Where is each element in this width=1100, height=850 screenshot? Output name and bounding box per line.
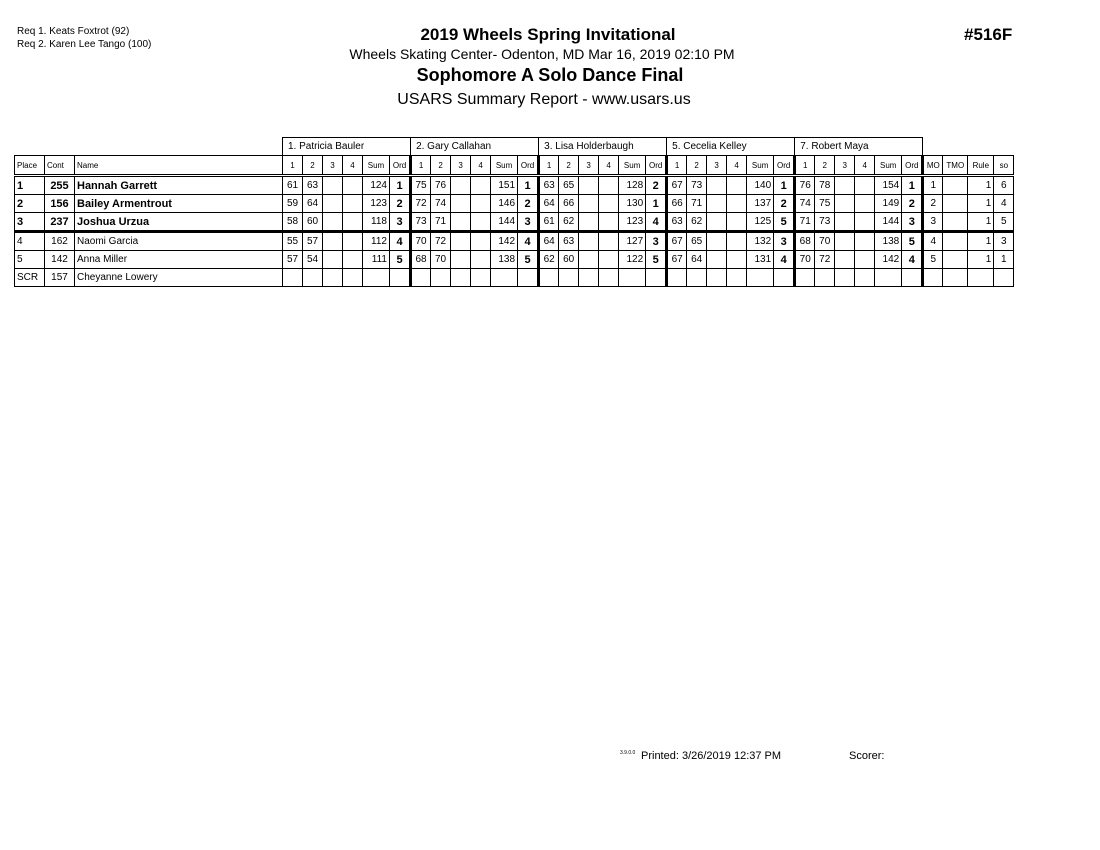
ordinal-cell: 2 xyxy=(646,176,667,195)
score-cell xyxy=(323,251,343,269)
col-score-s2: 2 xyxy=(559,156,579,176)
score-cell: 68 xyxy=(411,251,431,269)
score-cell xyxy=(727,251,747,269)
sum-cell xyxy=(363,269,390,287)
score-cell xyxy=(795,269,815,287)
table-row xyxy=(15,213,1014,232)
ordinal-cell: 4 xyxy=(518,232,539,251)
col-tmo: TMO xyxy=(943,156,968,176)
score-cell xyxy=(727,213,747,232)
score-cell: 70 xyxy=(795,251,815,269)
ordinal-cell: 1 xyxy=(902,176,923,195)
col-score-s4: 4 xyxy=(343,156,363,176)
contestant-number: 255 xyxy=(45,176,75,195)
score-cell xyxy=(599,213,619,232)
score-cell xyxy=(343,195,363,213)
score-cell xyxy=(343,176,363,195)
score-cell xyxy=(323,213,343,232)
ordinal-cell: 3 xyxy=(646,232,667,251)
score-cell: 71 xyxy=(795,213,815,232)
score-cell xyxy=(835,176,855,195)
col-score-s3: 3 xyxy=(451,156,471,176)
ordinal-cell: 1 xyxy=(518,176,539,195)
skater-name: Bailey Armentrout xyxy=(75,195,283,213)
sum-cell xyxy=(875,269,902,287)
sum-cell: 123 xyxy=(363,195,390,213)
col-score-s2: 2 xyxy=(303,156,323,176)
sum-cell: 154 xyxy=(875,176,902,195)
col-ord: Ord xyxy=(774,156,795,176)
judge-name: 7. Robert Maya xyxy=(795,138,923,156)
score-cell xyxy=(815,269,835,287)
score-cell xyxy=(855,269,875,287)
score-cell: 66 xyxy=(559,195,579,213)
score-cell: 62 xyxy=(539,251,559,269)
score-cell xyxy=(855,251,875,269)
event-title: Sophomore A Solo Dance Final xyxy=(416,65,684,85)
col-mo: MO xyxy=(923,156,943,176)
score-cell xyxy=(283,269,303,287)
sum-cell: 111 xyxy=(363,251,390,269)
score-cell: 57 xyxy=(283,251,303,269)
score-cell xyxy=(323,269,343,287)
score-cell: 60 xyxy=(559,251,579,269)
score-cell xyxy=(451,176,471,195)
score-cell xyxy=(451,232,471,251)
skater-name: Joshua Urzua xyxy=(75,213,283,232)
col-name: Name xyxy=(75,156,283,176)
score-cell: 62 xyxy=(687,213,707,232)
judge-name: 2. Gary Callahan xyxy=(411,138,539,156)
rule-cell: 1 xyxy=(968,213,994,232)
score-cell: 55 xyxy=(283,232,303,251)
score-cell xyxy=(343,213,363,232)
table-row xyxy=(15,269,1014,287)
results-table xyxy=(14,137,1014,287)
score-cell xyxy=(471,213,491,232)
score-cell xyxy=(431,269,451,287)
score-cell xyxy=(471,195,491,213)
rule-cell: 1 xyxy=(968,232,994,251)
place-cell: 3 xyxy=(15,213,45,232)
score-cell: 76 xyxy=(795,176,815,195)
score-cell: 71 xyxy=(687,195,707,213)
score-cell: 72 xyxy=(411,195,431,213)
col-score-s1: 1 xyxy=(667,156,687,176)
sum-cell: 149 xyxy=(875,195,902,213)
score-cell: 78 xyxy=(815,176,835,195)
score-cell: 59 xyxy=(283,195,303,213)
ordinal-cell: 5 xyxy=(390,251,411,269)
score-cell: 54 xyxy=(303,251,323,269)
ordinal-cell: 5 xyxy=(646,251,667,269)
so-cell xyxy=(994,269,1014,287)
sum-cell: 122 xyxy=(619,251,646,269)
score-cell: 71 xyxy=(431,213,451,232)
score-cell: 63 xyxy=(303,176,323,195)
contestant-number: 162 xyxy=(45,232,75,251)
contestant-number: 157 xyxy=(45,269,75,287)
col-cont: Cont xyxy=(45,156,75,176)
col-score-s4: 4 xyxy=(599,156,619,176)
score-cell: 65 xyxy=(687,232,707,251)
score-cell: 64 xyxy=(687,251,707,269)
score-cell xyxy=(579,176,599,195)
score-cell: 72 xyxy=(431,232,451,251)
sum-cell: 131 xyxy=(747,251,774,269)
col-score-s3: 3 xyxy=(323,156,343,176)
table-row xyxy=(15,232,1014,251)
sum-cell: 132 xyxy=(747,232,774,251)
score-cell xyxy=(835,251,855,269)
place-cell: 2 xyxy=(15,195,45,213)
ordinal-cell xyxy=(390,269,411,287)
score-cell xyxy=(323,232,343,251)
venue-date: Wheels Skating Center- Odenton, MD Mar 16, 2019 02:10 PM xyxy=(349,46,735,62)
sum-cell xyxy=(491,269,518,287)
score-cell xyxy=(727,269,747,287)
ordinal-cell: 1 xyxy=(390,176,411,195)
col-sum: Sum xyxy=(875,156,902,176)
score-cell: 70 xyxy=(411,232,431,251)
score-cell xyxy=(451,195,471,213)
score-cell: 74 xyxy=(795,195,815,213)
col-score-s2: 2 xyxy=(431,156,451,176)
score-cell xyxy=(579,251,599,269)
score-cell xyxy=(303,269,323,287)
score-cell: 66 xyxy=(667,195,687,213)
mo-cell: 3 xyxy=(923,213,943,232)
ordinal-cell xyxy=(774,269,795,287)
score-cell: 73 xyxy=(815,213,835,232)
event-number: #516F xyxy=(964,25,1013,44)
score-cell xyxy=(727,176,747,195)
score-cell xyxy=(707,232,727,251)
score-cell: 61 xyxy=(539,213,559,232)
sum-cell: 144 xyxy=(491,213,518,232)
score-cell xyxy=(835,195,855,213)
col-ord: Ord xyxy=(646,156,667,176)
ordinal-cell: 1 xyxy=(646,195,667,213)
col-score-s2: 2 xyxy=(687,156,707,176)
score-cell: 64 xyxy=(539,232,559,251)
score-cell xyxy=(579,232,599,251)
score-cell xyxy=(667,269,687,287)
ordinal-cell: 5 xyxy=(902,232,923,251)
score-cell: 70 xyxy=(815,232,835,251)
col-score-s1: 1 xyxy=(539,156,559,176)
score-cell xyxy=(835,232,855,251)
judge-name: 3. Lisa Holderbaugh xyxy=(539,138,667,156)
rule-cell: 1 xyxy=(968,176,994,195)
sum-cell: 124 xyxy=(363,176,390,195)
score-cell: 75 xyxy=(815,195,835,213)
score-cell xyxy=(599,269,619,287)
score-cell: 68 xyxy=(795,232,815,251)
ordinal-cell: 4 xyxy=(390,232,411,251)
score-cell: 61 xyxy=(283,176,303,195)
rule-cell xyxy=(968,269,994,287)
mo-cell: 5 xyxy=(923,251,943,269)
col-sum: Sum xyxy=(491,156,518,176)
col-ord: Ord xyxy=(902,156,923,176)
score-cell xyxy=(727,232,747,251)
contestant-number: 142 xyxy=(45,251,75,269)
col-so: so xyxy=(994,156,1014,176)
score-cell: 63 xyxy=(539,176,559,195)
place-cell: 5 xyxy=(15,251,45,269)
mo-cell: 4 xyxy=(923,232,943,251)
score-cell xyxy=(411,269,431,287)
score-cell xyxy=(835,213,855,232)
sum-cell: 123 xyxy=(619,213,646,232)
request-1: Req 1. Keats Foxtrot (92) xyxy=(17,26,130,37)
sum-cell: 112 xyxy=(363,232,390,251)
ordinal-cell xyxy=(518,269,539,287)
score-cell xyxy=(343,269,363,287)
col-rule: Rule xyxy=(968,156,994,176)
sum-cell: 144 xyxy=(875,213,902,232)
score-cell xyxy=(471,251,491,269)
score-cell xyxy=(855,176,875,195)
place-cell: SCR xyxy=(15,269,45,287)
ordinal-cell: 4 xyxy=(646,213,667,232)
sum-cell: 137 xyxy=(747,195,774,213)
sum-cell: 130 xyxy=(619,195,646,213)
score-cell xyxy=(687,269,707,287)
sum-cell: 127 xyxy=(619,232,646,251)
sum-cell: 118 xyxy=(363,213,390,232)
table-row xyxy=(15,251,1014,269)
version-label: 3.9.0.0 xyxy=(620,750,636,756)
contestant-number: 237 xyxy=(45,213,75,232)
col-ord: Ord xyxy=(390,156,411,176)
col-place: Place xyxy=(15,156,45,176)
score-cell xyxy=(835,269,855,287)
col-ord: Ord xyxy=(518,156,539,176)
score-cell xyxy=(451,251,471,269)
col-score-s4: 4 xyxy=(855,156,875,176)
score-cell: 74 xyxy=(431,195,451,213)
printed-timestamp: Printed: 3/26/2019 12:37 PM xyxy=(641,750,782,762)
rule-cell: 1 xyxy=(968,251,994,269)
so-cell: 6 xyxy=(994,176,1014,195)
report-title: USARS Summary Report - www.usars.us xyxy=(397,91,691,108)
score-cell xyxy=(579,213,599,232)
col-score-s3: 3 xyxy=(707,156,727,176)
score-cell: 67 xyxy=(667,251,687,269)
score-cell xyxy=(471,269,491,287)
col-score-s3: 3 xyxy=(579,156,599,176)
score-cell: 67 xyxy=(667,176,687,195)
skater-name: Hannah Garrett xyxy=(75,176,283,195)
col-score-s2: 2 xyxy=(815,156,835,176)
col-score-s1: 1 xyxy=(283,156,303,176)
col-sum: Sum xyxy=(363,156,390,176)
mo-cell xyxy=(923,269,943,287)
score-cell xyxy=(451,269,471,287)
col-score-s3: 3 xyxy=(835,156,855,176)
ordinal-cell: 4 xyxy=(774,251,795,269)
place-cell: 4 xyxy=(15,232,45,251)
score-cell xyxy=(579,269,599,287)
ordinal-cell xyxy=(902,269,923,287)
rule-cell: 1 xyxy=(968,195,994,213)
tmo-cell xyxy=(943,176,968,195)
score-cell: 63 xyxy=(667,213,687,232)
sum-cell xyxy=(747,269,774,287)
sum-cell: 125 xyxy=(747,213,774,232)
skater-name: Anna Miller xyxy=(75,251,283,269)
ordinal-cell: 3 xyxy=(774,232,795,251)
sum-cell: 146 xyxy=(491,195,518,213)
score-cell: 72 xyxy=(815,251,835,269)
score-cell xyxy=(855,195,875,213)
place-cell: 1 xyxy=(15,176,45,195)
score-cell xyxy=(707,251,727,269)
score-cell xyxy=(599,176,619,195)
ordinal-cell: 3 xyxy=(902,213,923,232)
header-spacer xyxy=(15,138,283,156)
score-cell xyxy=(707,213,727,232)
so-cell: 1 xyxy=(994,251,1014,269)
score-cell: 63 xyxy=(559,232,579,251)
ordinal-cell: 2 xyxy=(902,195,923,213)
sum-cell: 151 xyxy=(491,176,518,195)
col-score-s4: 4 xyxy=(471,156,491,176)
score-cell xyxy=(323,176,343,195)
score-cell: 67 xyxy=(667,232,687,251)
score-cell xyxy=(727,195,747,213)
score-cell xyxy=(539,269,559,287)
sum-cell: 138 xyxy=(875,232,902,251)
sum-cell: 128 xyxy=(619,176,646,195)
tmo-cell xyxy=(943,269,968,287)
score-cell xyxy=(707,176,727,195)
ordinal-cell: 2 xyxy=(518,195,539,213)
ordinal-cell xyxy=(646,269,667,287)
score-cell: 75 xyxy=(411,176,431,195)
score-cell xyxy=(599,195,619,213)
score-cell: 73 xyxy=(411,213,431,232)
col-score-s1: 1 xyxy=(795,156,815,176)
score-cell xyxy=(579,195,599,213)
score-cell xyxy=(343,232,363,251)
score-cell: 70 xyxy=(431,251,451,269)
ordinal-cell: 5 xyxy=(518,251,539,269)
score-cell xyxy=(707,269,727,287)
sum-cell: 142 xyxy=(875,251,902,269)
sum-cell: 138 xyxy=(491,251,518,269)
mo-cell: 2 xyxy=(923,195,943,213)
sum-cell xyxy=(619,269,646,287)
col-score-s1: 1 xyxy=(411,156,431,176)
score-cell xyxy=(451,213,471,232)
score-cell: 65 xyxy=(559,176,579,195)
col-score-s4: 4 xyxy=(727,156,747,176)
score-cell: 64 xyxy=(303,195,323,213)
tmo-cell xyxy=(943,213,968,232)
ordinal-cell: 2 xyxy=(390,195,411,213)
so-cell: 3 xyxy=(994,232,1014,251)
score-cell xyxy=(559,269,579,287)
so-cell: 5 xyxy=(994,213,1014,232)
score-cell xyxy=(855,232,875,251)
ordinal-cell: 5 xyxy=(774,213,795,232)
ordinal-cell: 1 xyxy=(774,176,795,195)
score-cell: 60 xyxy=(303,213,323,232)
score-cell xyxy=(471,176,491,195)
ordinal-cell: 4 xyxy=(902,251,923,269)
score-cell: 62 xyxy=(559,213,579,232)
score-cell: 76 xyxy=(431,176,451,195)
tmo-cell xyxy=(943,195,968,213)
judge-name: 5. Cecelia Kelley xyxy=(667,138,795,156)
col-sum: Sum xyxy=(619,156,646,176)
table-row xyxy=(15,176,1014,195)
ordinal-cell: 3 xyxy=(518,213,539,232)
mo-cell: 1 xyxy=(923,176,943,195)
score-cell xyxy=(343,251,363,269)
score-cell: 58 xyxy=(283,213,303,232)
skater-name: Cheyanne Lowery xyxy=(75,269,283,287)
sum-cell: 140 xyxy=(747,176,774,195)
score-cell: 73 xyxy=(687,176,707,195)
table-row xyxy=(15,195,1014,213)
competition-title: 2019 Wheels Spring Invitational xyxy=(420,25,676,44)
so-cell: 4 xyxy=(994,195,1014,213)
tmo-cell xyxy=(943,251,968,269)
score-cell xyxy=(599,251,619,269)
ordinal-cell: 3 xyxy=(390,213,411,232)
tmo-cell xyxy=(943,232,968,251)
score-cell: 64 xyxy=(539,195,559,213)
request-2: Req 2. Karen Lee Tango (100) xyxy=(17,39,152,50)
score-cell xyxy=(471,232,491,251)
skater-name: Naomi Garcia xyxy=(75,232,283,251)
contestant-number: 156 xyxy=(45,195,75,213)
judge-name: 1. Patricia Bauler xyxy=(283,138,411,156)
header-spacer xyxy=(923,138,1014,156)
score-cell xyxy=(599,232,619,251)
scorer-label: Scorer: xyxy=(849,750,885,762)
score-cell xyxy=(323,195,343,213)
sum-cell: 142 xyxy=(491,232,518,251)
ordinal-cell: 2 xyxy=(774,195,795,213)
score-cell xyxy=(855,213,875,232)
col-sum: Sum xyxy=(747,156,774,176)
score-cell: 57 xyxy=(303,232,323,251)
score-cell xyxy=(707,195,727,213)
